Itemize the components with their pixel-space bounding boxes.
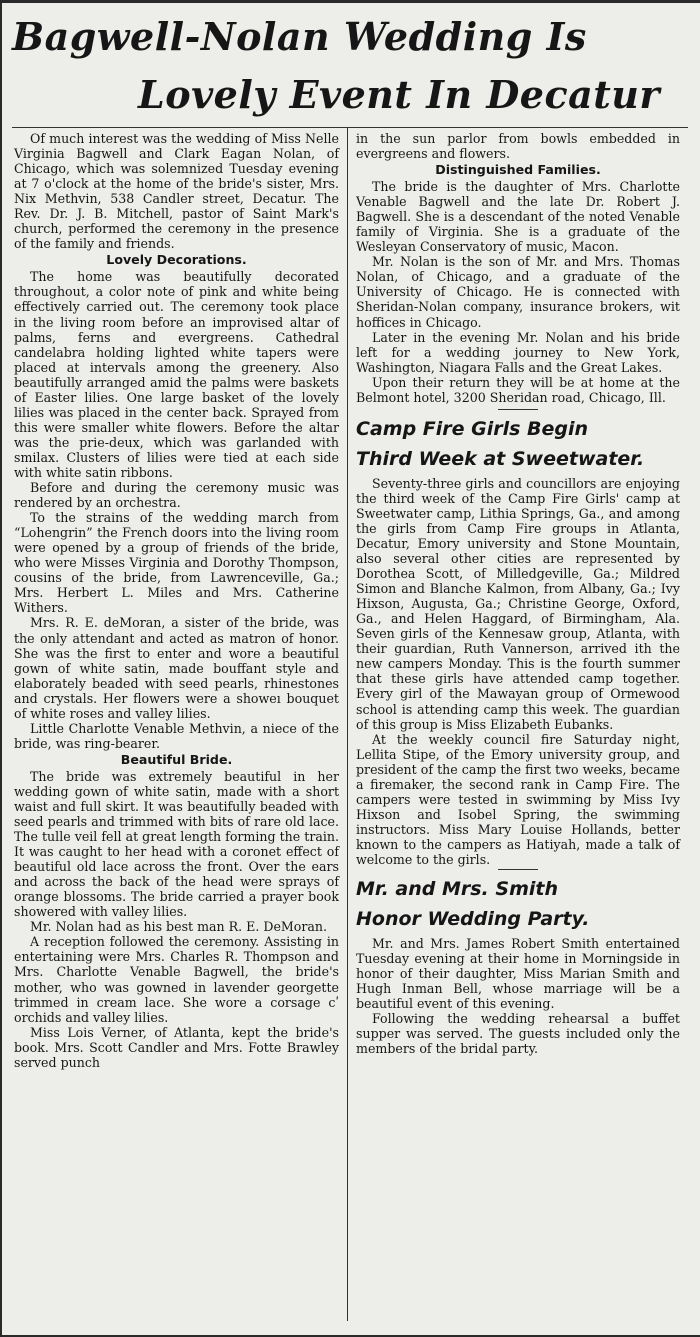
reception-paragraph: A reception followed the ceremony. Assisting in entertaining were Mrs. Charles R. Thompson and Mrs. Charlotte Venable Bagwell, the bride's mother, who was gowned in lavender georgette trimmed in cream lace. She wore a corsage cʹ orchids and valley lilies.	[14, 934, 339, 1025]
decorations-paragraph: The home was beautifully decorated throughout, a color note of pink and white being effectively carried out. The ceremony took place in the living room before an improvised altar of palms, ferns and evergreens. Cathedral candelabra holding lighted white tapers were placed at intervals among the greenery. Also beautifully arranged amid the palms were baskets of Easter lilies. One large basket of the lovely lilies was placed in the center back. Sprayed from this were smaller white flowers. Before the altar was the prie-deux, which was garlanded with smilax. Clusters of lilies were tied at each side with white satin ribbons.	[14, 269, 339, 480]
subhead-beautiful-bride: Beautiful Bride.	[120, 751, 233, 767]
music-paragraph: Before and during the ceremony music was rendered by an orchestra.	[14, 480, 339, 511]
bride-family-paragraph: The bride is the daughter of Mrs. Charlotte Venable Bagwell and the late Dr. Robert J. Bagwell. She is a descendant of the noted Venable family of Virginia. She is a graduate of the Wesleyan Conservatory of music, Macon.	[356, 179, 680, 255]
campfire-headline-2: Third Week at Sweetwater.	[356, 447, 645, 470]
headline-line-1: Bagwell-Nolan Wedding Is	[12, 14, 587, 59]
campfire-headline-1: Camp Fire Girls Begin	[356, 417, 589, 440]
wedding-continuation: in the sun parlor from bowls embedded in evergreens and flowers.	[356, 131, 680, 162]
subhead-lovely-decorations: Lovely Decorations.	[106, 252, 247, 268]
headline-line-2: Lovely Event In Decatur	[138, 72, 660, 117]
article-column-1	[14, 131, 339, 1070]
subhead-distinguished-families: Distinguished Families.	[435, 162, 601, 178]
wedding-intro: Of much interest was the wedding of Miss Nelle Virginia Bagwell and Clark Eagan Nolan, of Chicago, which was solemnized Tuesday evening at 7 o'clock at the home of the bride's sister, Mrs. Nix Methvin, 538 Candler street, Decatur. The Rev. Dr. J. B. Mitchell, pastor of Saint Mark's church, performed the ceremony in the presence of the family and friends.	[14, 131, 339, 252]
column-divider	[347, 127, 348, 1321]
ring-bearer-paragraph: Little Charlotte Venable Methvin, a niece of the bride, was ring-bearer.	[14, 720, 339, 751]
smith-paragraph-2: Following the wedding rehearsal a buffet supper was served. The guests included only the members of the bridal party.	[356, 1011, 680, 1057]
headline-rule	[12, 127, 688, 128]
processional-paragraph: To the strains of the wedding march from “Lohengrin” the French doors into the living room were opened by a group of friends of the bride, who were Misses Virginia and Dorothy Thompson, cousins of the bride, from Lawrenceville, Ga.; Mrs. Herbert L. Miles and Mrs. Catherine Withers.	[14, 510, 339, 616]
smith-paragraph-1: Mr. and Mrs. James Robert Smith entertained Tuesday evening at their home in Morningside in honor of their daughter, Miss Marian Smith and Hugh Inman Bell, whose marriage will be a beautiful event of this evening.	[356, 936, 680, 1012]
smith-headline-1: Mr. and Mrs. Smith	[356, 878, 558, 901]
article-column-2	[356, 131, 680, 1056]
section-rule	[498, 409, 538, 410]
journey-paragraph: Later in the evening Mr. Nolan and his bride left for a wedding journey to New York, Washington, Niagara Falls and the Great Lakes.	[356, 329, 680, 375]
groom-family-paragraph: Mr. Nolan is the son of Mr. and Mrs. Thomas Nolan, of Chicago, and a graduate of the University of Chicago. He is connected with Sheridan-Nolan company, insurance brokers, wit hoffices in Chicago.	[356, 254, 680, 330]
bride-gown-paragraph: The bride was extremely beautiful in her wedding gown of white satin, made with a short waist and full skirt. It was beautifully beaded with seed pearls and trimmed with bits of rare old lace. The tulle veil fell at great length forming the train. It was caught to her head with a coronet effect of beautiful old lace across the front. Over the ears and across the back of the head were sprays of orange blossoms. The bride carried a prayer book showered with valley lilies.	[14, 768, 339, 920]
matron-paragraph: Mrs. R. E. deMoran, a sister of the bride, was the only attendant and acted as matron of honor. She was the first to enter and wore a beautiful gown of white satin, made bouffant style and elaborately beaded with seed pearls, rhinestones and crystals. Her flowers were a showeı bouquet of white roses and valley lilies.	[14, 615, 339, 721]
smith-headline-2: Honor Wedding Party.	[356, 908, 590, 931]
campfire-paragraph-1: Seventy-three girls and councillors are enjoying the third week of the Camp Fire Girls' camp at Sweetwater camp, Lithia Springs, Ga., and among the girls from Camp Fire groups in Atlanta, Decatur, Emory university and Stone Mountain, also several other cities are represented by Dorothea Scott, of Milledgeville, Ga.; Mildred Simon and Blanche Kalmon, from Albany, Ga.; Ivy Hixson, Augusta, Ga.; Christine George, Oxford, Ga., and Helen Haggard, of Birmingham, Ala. Seven girls of the Kennesaw group, Atlanta, with their guardian, Ruth Vannerson, arrived ith the new campers Monday. This is the fourth summer that these girls have attended camp together. Every girl of the Mawayan group of Ormewood school is attending camp this week. The guardian of this group is Miss Elizabeth Eubanks.	[356, 475, 680, 732]
brides-book-paragraph: Miss Lois Verner, of Atlanta, kept the bride's book. Mrs. Scott Candler and Mrs. Fotte Brawley served punch	[14, 1024, 339, 1070]
section-rule	[498, 869, 538, 870]
return-paragraph: Upon their return they will be at home at the Belmont hotel, 3200 Sheridan road, Chicago, Ill.	[356, 374, 680, 405]
best-man-paragraph: Mr. Nolan had as his best man R. E. DeMoran.	[30, 919, 328, 935]
campfire-paragraph-2: At the weekly council fire Saturday night, Lellita Stipe, of the Emory university group, and president of the camp the first two weeks, became a firemaker, the second rank in Camp Fire. The campers were tested in swimming by Miss Ivy Hixson and Isobel Spring, the swimming instructors. Miss Mary Louise Hollands, better known to the campers as Hatiyah, made a talk of welcome to the girls.	[356, 731, 680, 867]
